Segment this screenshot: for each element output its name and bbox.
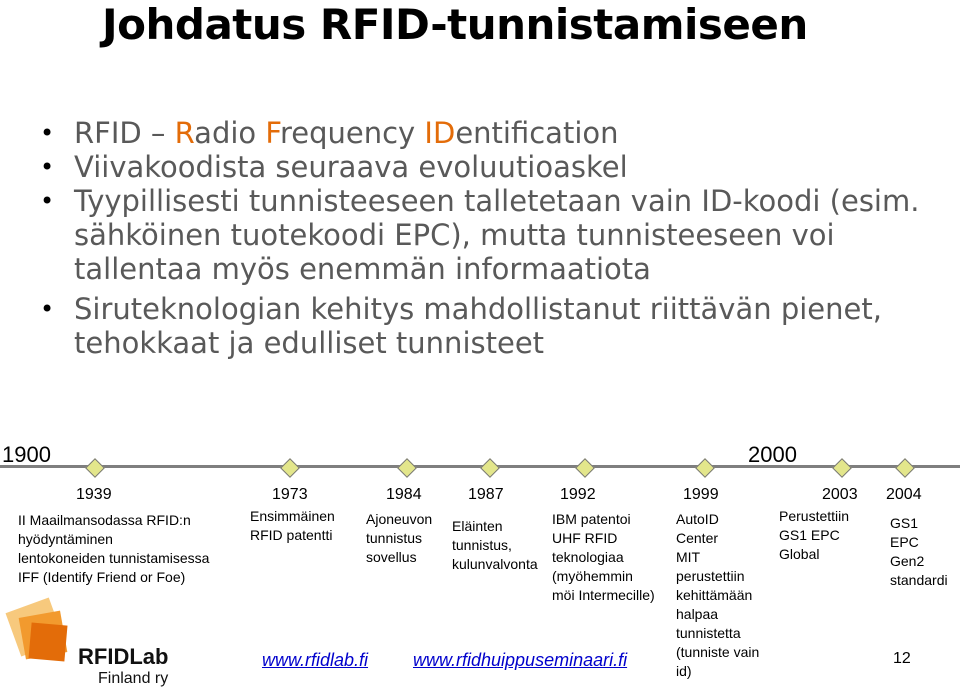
event-year-1992: 1992 — [560, 486, 596, 503]
bullet-chip-tech: • Siruteknologian kehitys mahdollistanut riittävän pienet, tehokkaat ja edulliset tunnisteet — [40, 292, 882, 360]
event-year-1973: 1973 — [272, 486, 308, 503]
logo-name: RFIDLab — [78, 644, 169, 669]
bullet-dot-icon: • — [40, 187, 55, 215]
bullet-rfid: • RFID – Radio Frequency IDentification — [40, 116, 619, 150]
event-1984: Ajoneuvon tunnistus sovellus — [366, 511, 433, 565]
page-number: 12 — [893, 650, 911, 667]
timeline-marker-1984 — [397, 458, 417, 478]
timeline-marker-2004 — [895, 458, 915, 478]
event-1939: II Maailmansodassa RFID:n hyödyntäminen lentokoneiden tunnistamisessa IFF (Identify Friend or Foe) — [18, 512, 210, 585]
event-1999: AutoID Center MIT perustettiin kehittämään halpaa tunnistetta (tunniste vain id) — [676, 511, 760, 679]
timeline-mid-year: 2000 — [748, 442, 797, 467]
slide-title: Johdatus RFID-tunnistamiseen — [102, 0, 808, 49]
event-year-1984: 1984 — [386, 486, 422, 503]
timeline-start-year: 1900 — [2, 442, 51, 467]
event-2003: Perustettiin GS1 EPC Global — [779, 508, 850, 562]
event-year-1987: 1987 — [468, 486, 504, 503]
bullet-dot-icon: • — [40, 295, 55, 323]
timeline-marker-2003 — [832, 458, 852, 478]
bullet-dot-icon: • — [40, 119, 55, 147]
bullet-dot-icon: • — [40, 153, 55, 181]
event-1973: Ensimmäinen RFID patentti — [250, 508, 335, 543]
event-year-1939: 1939 — [76, 486, 112, 503]
event-2004: GS1 EPC Gen2 standardi — [890, 515, 948, 588]
logo-subtitle: Finland ry — [98, 670, 169, 687]
event-1992: IBM patentoi UHF RFID teknologiaa (myöhemmin möi Intermecille) — [552, 511, 655, 603]
timeline-marker-1987 — [480, 458, 500, 478]
event-year-2003: 2003 — [822, 486, 858, 503]
timeline-marker-1999 — [695, 458, 715, 478]
timeline-marker-1973 — [280, 458, 300, 478]
event-year-1999: 1999 — [683, 486, 719, 503]
bullet-evolution: • Viivakoodista seuraava evoluutioaskel — [40, 150, 628, 184]
timeline-marker-1992 — [575, 458, 595, 478]
event-1987: Eläinten tunnistus, kulunvalvonta — [452, 518, 538, 572]
event-year-2004: 2004 — [886, 486, 922, 503]
rfidlab-link[interactable]: www.rfidlab.fi — [262, 650, 369, 670]
bullet-list — [40, 116, 920, 360]
rfidhuippuseminaari-link[interactable]: www.rfidhuippuseminaari.fi — [413, 650, 628, 670]
bullet-id-code: • Tyypillisesti tunnisteeseen talletetaan vain ID-koodi (esim. sähköinen tuotekoodi EPC), mutta tunnisteeseen voi tallentaa myös enemmän informaatiota — [40, 184, 920, 286]
timeline-marker-1939 — [85, 458, 105, 478]
